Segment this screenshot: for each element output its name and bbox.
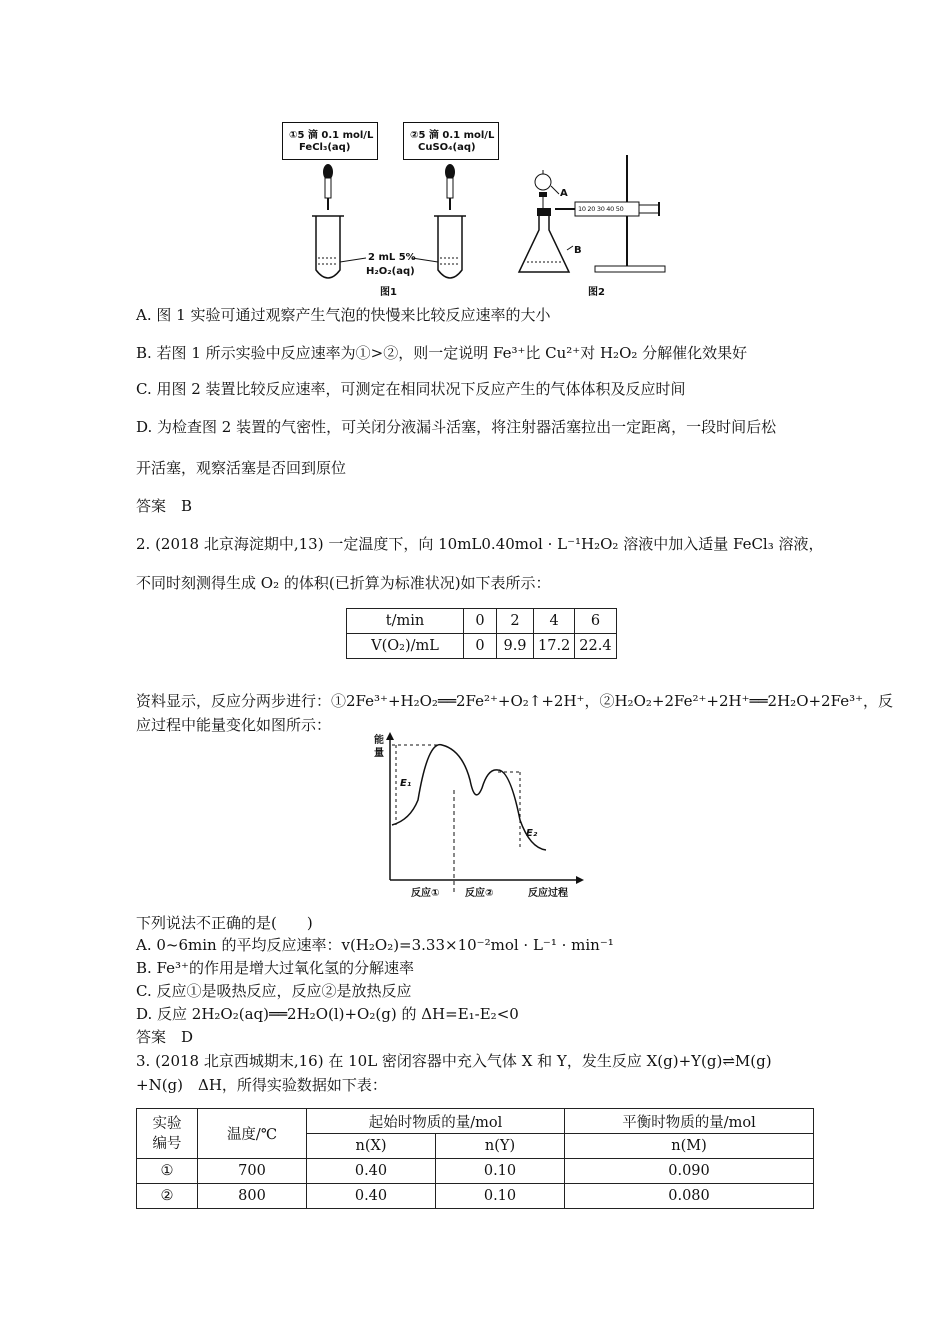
figure-2-caption: 图2	[588, 287, 605, 298]
reagent-box-cuso4	[403, 122, 499, 160]
table-cell: 4	[534, 609, 575, 634]
table-row	[137, 1109, 814, 1134]
table-cell: V(O₂)/mL	[347, 634, 464, 659]
table-row	[347, 634, 617, 659]
q2-info-line1: 资料显示，反应分两步进行：①2Fe³⁺+H₂O₂══2Fe²⁺+O₂↑+2H⁺，②H₂O₂+2Fe²⁺+2H⁺══2H₂O+2Fe³⁺，反	[136, 692, 893, 710]
table-header-experiment-2: 编号	[152, 1135, 182, 1152]
table-cell: 2	[497, 609, 534, 634]
reagent-h2o2-line2: H₂O₂(aq)	[366, 266, 415, 277]
graph-x-axis-label: 反应过程	[528, 888, 568, 899]
table-cell: 700	[198, 1159, 307, 1184]
table-cell: 800	[198, 1184, 307, 1209]
q3-stem-line1: 3. (2018 北京西城期末,16) 在 10L 密闭容器中充入气体 X 和 Y，发生反应 X(g)+Y(g)⇌M(g)	[136, 1052, 772, 1070]
table-cell: 17.2	[534, 634, 575, 659]
test-tube-icon	[312, 216, 344, 278]
table-header-temperature: 温度/℃	[198, 1109, 307, 1159]
table-cell: 6	[575, 609, 616, 634]
test-tube-icon	[434, 216, 466, 278]
q1-option-b: B. 若图 1 所示实验中反应速率为①>②，则一定说明 Fe³⁺比 Cu²⁺对 H₂O₂ 分解催化效果好	[136, 344, 748, 362]
conical-flask-icon	[519, 208, 573, 272]
q2-stem-line1: 2. (2018 北京海淀期中,13) 一定温度下，向 10mL0.40mol · L⁻¹H₂O₂ 溶液中加入适量 FeCl₃ 溶液，	[136, 535, 824, 553]
label-b: B	[574, 245, 582, 256]
table-cell: 0.090	[565, 1159, 814, 1184]
q2-option-a: A. 0~6min 的平均反应速率：v(H₂O₂)=3.33×10⁻²mol · L⁻¹ · min⁻¹	[136, 936, 614, 954]
reagent-box-cuso4-line1: ②5 滴 0.1 mol/L	[410, 130, 495, 141]
graph-e1: E₁	[400, 778, 412, 789]
table-cell: t/min	[347, 609, 464, 634]
q2-oxygen-volume-table	[346, 608, 617, 659]
table-header-nm: n(M)	[565, 1134, 814, 1159]
q1-option-a: A. 图 1 实验可通过观察产生气泡的快慢来比较反应速率的大小	[136, 306, 551, 324]
table-cell: 0.080	[565, 1184, 814, 1209]
q1-option-d-line1: D. 为检查图 2 装置的气密性，可关闭分液漏斗活塞，将注射器活塞拉出一定距离，一段时间后松	[136, 418, 777, 436]
figure-1-caption: 图1	[380, 287, 397, 298]
label-a: A	[560, 188, 568, 199]
table-cell: 0.10	[436, 1184, 565, 1209]
table-cell: 22.4	[575, 634, 616, 659]
graph-e2: E₂	[526, 828, 538, 839]
table-cell: ②	[137, 1184, 198, 1209]
table-cell: 9.9	[497, 634, 534, 659]
table-row	[137, 1184, 814, 1209]
table-header-experiment-1: 实验	[152, 1115, 182, 1132]
q2-option-c: C. 反应①是吸热反应，反应②是放热反应	[136, 982, 412, 1000]
q1-answer: 答案 B	[136, 497, 193, 515]
dropper-icon	[445, 164, 455, 210]
table-cell: 0.40	[307, 1184, 436, 1209]
table-cell: ①	[137, 1159, 198, 1184]
reagent-box-fecl3-line2: FeCl₃(aq)	[299, 142, 351, 153]
q1-option-c: C. 用图 2 装置比较反应速率，可测定在相同状况下反应产生的气体体积及反应时间	[136, 380, 686, 398]
gas-syringe-apparatus-drawing	[515, 150, 675, 285]
q2-info-line2: 应过程中能量变化如图所示：	[136, 716, 332, 734]
q2-option-d: D. 反应 2H₂O₂(aq)══2H₂O(l)+O₂(g) 的 ΔH=E₁-E₂<0	[136, 1005, 519, 1023]
dropper-icon	[323, 164, 333, 210]
q1-option-d-line2: 开活塞，观察活塞是否回到原位	[136, 459, 347, 477]
reagent-h2o2-line1: 2 mL 5%	[368, 252, 416, 263]
table-header-equilibrium-amount: 平衡时物质的量/mol	[565, 1109, 814, 1134]
table-header-nx: n(X)	[307, 1134, 436, 1159]
syringe-scale: 10 20 30 40 50	[578, 205, 624, 213]
table-row	[137, 1159, 814, 1184]
graph-ylabel-1: 能	[374, 735, 384, 746]
table-cell: 0	[464, 609, 497, 634]
table-header-initial-amount: 起始时物质的量/mol	[307, 1109, 565, 1134]
energy-profile-plot	[370, 730, 590, 900]
q2-question: 下列说法不正确的是( )	[136, 914, 313, 932]
graph-x-reaction-1: 反应①	[411, 888, 440, 899]
q2-stem-line2: 不同时刻测得生成 O₂ 的体积(已折算为标准状况)如下表所示：	[136, 574, 551, 592]
q2-answer: 答案 D	[136, 1028, 194, 1046]
table-row	[347, 609, 617, 634]
q2-option-b: B. Fe³⁺的作用是增大过氧化氢的分解速率	[136, 959, 414, 977]
table-cell: 0	[464, 634, 497, 659]
table-cell: 0.40	[307, 1159, 436, 1184]
table-header-experiment	[137, 1109, 198, 1159]
reagent-box-cuso4-line2: CuSO₄(aq)	[418, 142, 476, 153]
table-header-ny: n(Y)	[436, 1134, 565, 1159]
graph-ylabel-2: 量	[374, 748, 384, 759]
table-cell: 0.10	[436, 1159, 565, 1184]
reagent-box-fecl3	[282, 122, 378, 160]
q3-stem-line2: +N(g) ΔH，所得实验数据如下表：	[136, 1076, 387, 1094]
q3-experiment-table	[136, 1108, 814, 1209]
graph-x-reaction-2: 反应②	[465, 888, 494, 899]
reagent-box-fecl3-line1: ①5 滴 0.1 mol/L	[289, 130, 374, 141]
